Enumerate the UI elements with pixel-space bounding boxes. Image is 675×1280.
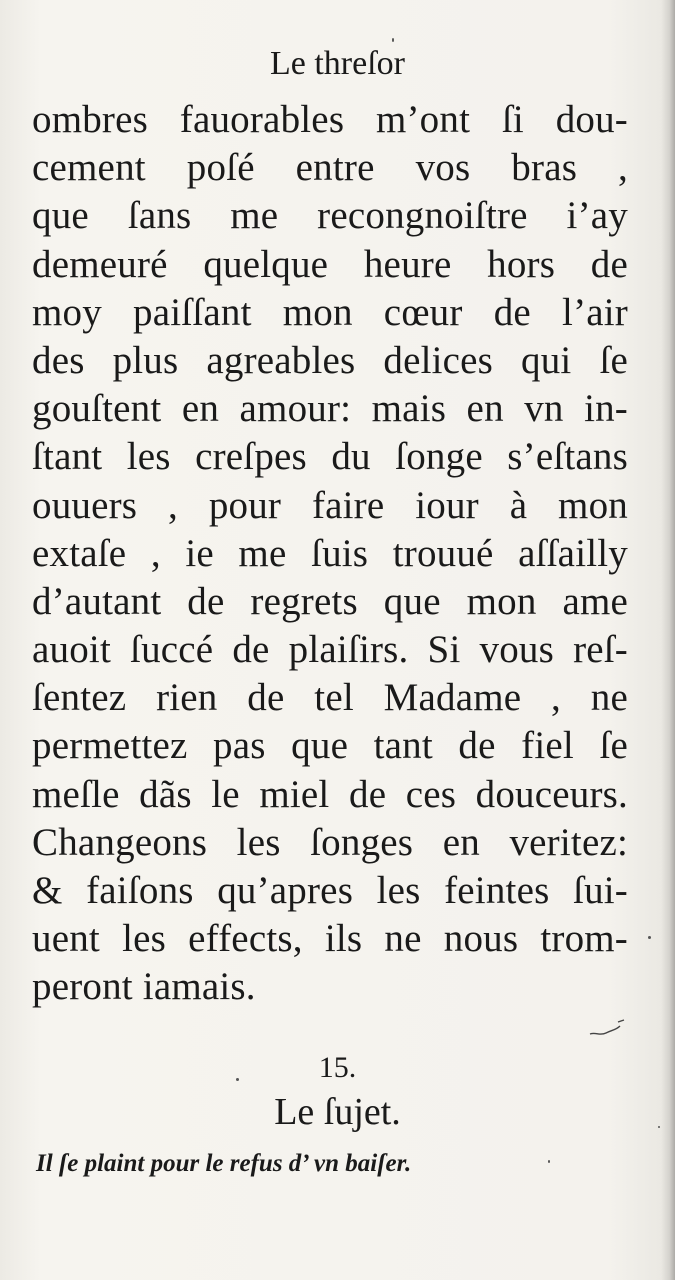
page-gutter-shadow: [661, 0, 675, 1280]
running-head: Le threſor: [270, 45, 405, 82]
body-line: ſtant les creſpes du ſonge s’eſtans: [32, 435, 628, 479]
body-line: meſle dãs le miel de ces douceurs.: [32, 772, 628, 816]
body-line: uent les effects, ils ne nous trom-: [32, 917, 628, 961]
paper-speck: [392, 38, 394, 42]
body-line: permettez pas que tant de fiel ſe: [32, 724, 628, 768]
body-line: ſentez rien de tel Madame , ne: [32, 676, 628, 720]
subject-line: Il ſe plaint pour le refus d’ vn baiſer.: [36, 1150, 412, 1177]
body-line-last: peront iamais.: [32, 965, 256, 1009]
body-line: extaſe , ie me ſuis trouué aſſailly: [32, 531, 628, 575]
body-line: ombres fauorables m’ont ſi dou-: [32, 98, 628, 141]
paper-speck: [548, 1160, 550, 1163]
body-line: que ſans me recongnoiſtre i’ay: [32, 194, 628, 238]
body-line: d’autant de regrets que mon ame: [32, 579, 628, 623]
body-line: Changeons les ſonges en veritez:: [32, 820, 628, 864]
paper-speck: [236, 1078, 239, 1081]
paper-speck: [648, 936, 651, 939]
section-title: Le ſujet.: [274, 1091, 401, 1133]
body-line: cement poſé entre vos bras ,: [32, 146, 628, 190]
body-line: des plus agreables delices qui ſe: [32, 338, 628, 382]
body-line: auoit ſuccé de plaiſirs. Si vous reſ-: [32, 628, 628, 672]
body-line: gouſtent en amour: mais en vn in-: [32, 387, 628, 431]
body-line: & faiſons qu’apres les feintes ſui-: [32, 869, 628, 912]
paper-speck: [658, 1126, 660, 1128]
ink-mark: [588, 1018, 628, 1040]
body-text: [32, 96, 628, 1012]
body-line: moy paiſſant mon cœur de l’air: [32, 290, 628, 334]
section-number: 15.: [318, 1051, 357, 1084]
body-line: ouuers , pour faire iour à mon: [32, 483, 628, 527]
body-line: demeuré quelque heure hors de: [32, 242, 628, 286]
